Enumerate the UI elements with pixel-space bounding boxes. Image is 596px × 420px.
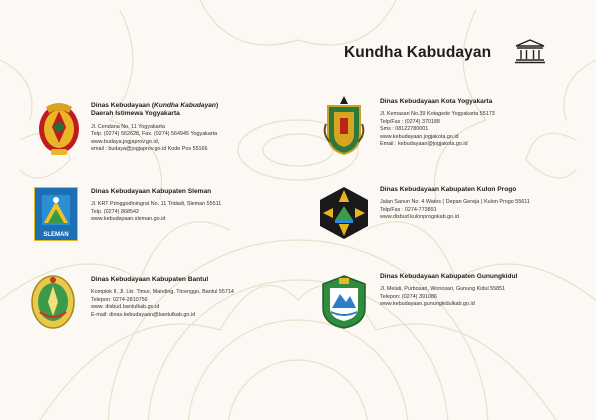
- entry-address: Jl. Cendana No. 11 Yogyakarta: [91, 123, 165, 130]
- entry-email[interactable]: E-mail: dinas.kebudayaan@bantulkab.go.id: [91, 311, 196, 318]
- entry-dinas-kebudayaan-sleman: [91, 188, 341, 224]
- entry-address: Jl. Melati, Purbosari, Wonosari, Gunung Kidul 55851: [380, 286, 506, 293]
- entry-name: Dinas Kebudayaan Kabupaten Kulon Progo: [380, 186, 517, 193]
- entry-website[interactable]: www.budaya.jogjaprov.go.id,: [91, 138, 160, 145]
- diy-emblem-icon: [36, 97, 82, 157]
- page-title: Kundha Kabudayan: [344, 44, 492, 61]
- entry-sms: Sms : 08122780001: [380, 126, 429, 133]
- entry-dinas-kebudayaan-kota: [380, 98, 596, 148]
- entry-dinas-kebudayaan-diy: [91, 102, 341, 153]
- museum-building-icon: [514, 38, 546, 64]
- entry-phone: Telepon: (0274) 391086: [380, 293, 437, 300]
- entry-email[interactable]: email : budaya@jogjaprov.go.id Kode Pos 55166: [91, 146, 208, 153]
- entry-name: Dinas Kebudayaan Kabupaten Sleman: [91, 188, 212, 195]
- entry-website[interactable]: www.kebudayaan.gunungkidulkab.go.id: [380, 301, 475, 308]
- entry-phone: Telp/Fax : 0274-773891: [380, 206, 437, 213]
- entry-dinas-kebudayaan-gunungkidul: [380, 273, 596, 309]
- entry-name-italic: Kundha Kabudayan: [154, 102, 216, 109]
- entry-address: Komplek II, Jl. Lkr. Timur, Manding, Trirenggo, Bantul 55714: [91, 289, 234, 296]
- entry-email[interactable]: Email : kebudayaan@jogjakota.go.id: [380, 141, 468, 148]
- entry-name: Dinas Kebudayaan Kabupaten Bantul: [91, 276, 209, 283]
- entry-address: Jl. KRT Pringgodiningrat No. 11 Tridadi, Sleman 55511: [91, 201, 222, 208]
- entry-phone: Telepon: 0274-2810756: [91, 296, 148, 303]
- entry-website[interactable]: www. disbud.bantulkab.go.id: [91, 304, 160, 311]
- entry-dinas-kebudayaan-bantul: [91, 276, 341, 319]
- entry-name: Daerah Istimewa Yogyakarta: [91, 110, 180, 118]
- entry-name: Dinas Kebudayaan (Kundha Kabudayan): [91, 102, 219, 109]
- entry-website[interactable]: www.kebudayaan.jogjakota.go.id: [380, 133, 459, 140]
- entry-address: Jalan Sanun No. 4 Wates ( Depan Gereja ) Kulon Progo 55611: [380, 199, 530, 206]
- entry-name: Dinas Kebudayaan Kabupaten Gunungkidul: [380, 273, 518, 280]
- entry-name: Dinas Kebudayaan Kota Yogyakarta: [380, 98, 493, 105]
- entry-phone: Telp. (0274) 868542: [91, 208, 139, 215]
- entry-phone: Telp. (0274) 562628, Fax. (0274) 564945 Yogyakarta: [91, 131, 218, 138]
- bantul-emblem-icon: [30, 272, 76, 330]
- entry-dinas-kebudayaan-kulonprogo: [380, 186, 596, 222]
- sleman-emblem-icon: [34, 187, 78, 241]
- sleman-logo-text: SLEMAN: [43, 232, 69, 238]
- entry-phone: Telp/Fax : (0274) 370188: [380, 118, 440, 125]
- entry-website[interactable]: www.disbud.kulonprogokab.go.id: [380, 214, 459, 221]
- entry-website[interactable]: www.kebudayaan.sleman.go.id: [91, 216, 166, 223]
- entry-address: Jl. Kemasan No.39 Kotagede Yogyakarta 55173: [380, 111, 495, 118]
